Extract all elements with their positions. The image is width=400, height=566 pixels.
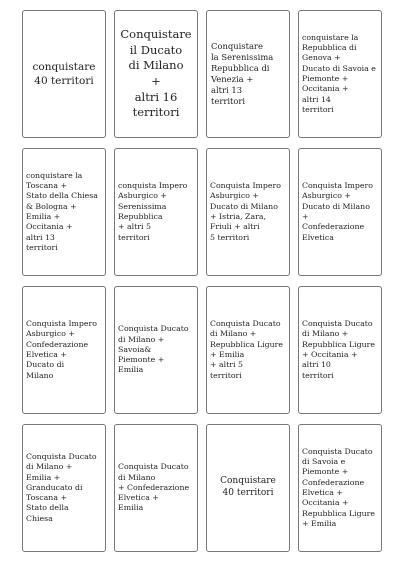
card-text: conquista Impero Asburgico + Serenissima Repubblica + altri 5 territori bbox=[118, 181, 188, 242]
objective-card bbox=[22, 10, 106, 138]
card-text: Conquista Ducato di Milano + Confederazione Elvetica + Emilia bbox=[118, 462, 190, 513]
objective-card bbox=[22, 286, 106, 414]
card-text: Conquistare il Ducato di Milano + altri 16 territori bbox=[120, 27, 192, 120]
card-text: Conquista Ducato di Milano + Emilia + Granducato di Toscana + Stato della Chiesa bbox=[26, 452, 97, 523]
objective-card bbox=[206, 148, 290, 276]
card-text: conquistare la Toscana + Stato della Chiesa & Bologna + Emilia + Occitania + altri 13 territori bbox=[26, 170, 98, 252]
objective-card bbox=[114, 10, 198, 138]
objective-card bbox=[206, 424, 290, 552]
card-text: Conquista Ducato di Savoia e Piemonte + Confederazione Elvetica + Occitania + Repubblica Ligure + Emilia bbox=[302, 446, 375, 528]
objective-card bbox=[298, 286, 382, 414]
card-text: Conquista Ducato di Milano + Repubblica Ligure + Emilia + altri 5 territori bbox=[210, 319, 283, 380]
card-text: Conquista Impero Asburgico + Ducato di Milano + Istria, Zara, Friuli + altri 5 territori bbox=[210, 181, 281, 242]
card-text: Conquista Ducato di Milano + Repubblica Ligure + Occitania + altri 10 territori bbox=[302, 319, 375, 380]
objective-card bbox=[298, 10, 382, 138]
objective-card bbox=[114, 424, 198, 552]
card-text: conquistare la Repubblica di Genova + Ducato di Savoia e Piemonte + Occitania + altri 14 territori bbox=[302, 32, 376, 114]
objective-card bbox=[206, 286, 290, 414]
card-text: conquistare 40 territori bbox=[32, 60, 96, 87]
objective-card bbox=[114, 148, 198, 276]
objective-card bbox=[114, 286, 198, 414]
objective-card bbox=[22, 424, 106, 552]
card-text: Conquistare la Serenissima Repubblica di Venezia + altri 13 territori bbox=[211, 40, 274, 107]
objective-card bbox=[298, 424, 382, 552]
card-text: Conquistare 40 territori bbox=[220, 476, 276, 498]
card-text: Conquista Impero Asburgico + Ducato di Milano + Confederazione Elvetica bbox=[302, 181, 373, 242]
objective-card bbox=[298, 148, 382, 276]
objective-card bbox=[206, 10, 290, 138]
card-text: Conquista Impero Asburgico + Confederazione Elvetica + Ducato di Milano bbox=[26, 319, 97, 380]
objective-card bbox=[22, 148, 106, 276]
card-text: Conquista Ducato di Milano + Savoia& Piemonte + Emilia bbox=[118, 324, 189, 375]
